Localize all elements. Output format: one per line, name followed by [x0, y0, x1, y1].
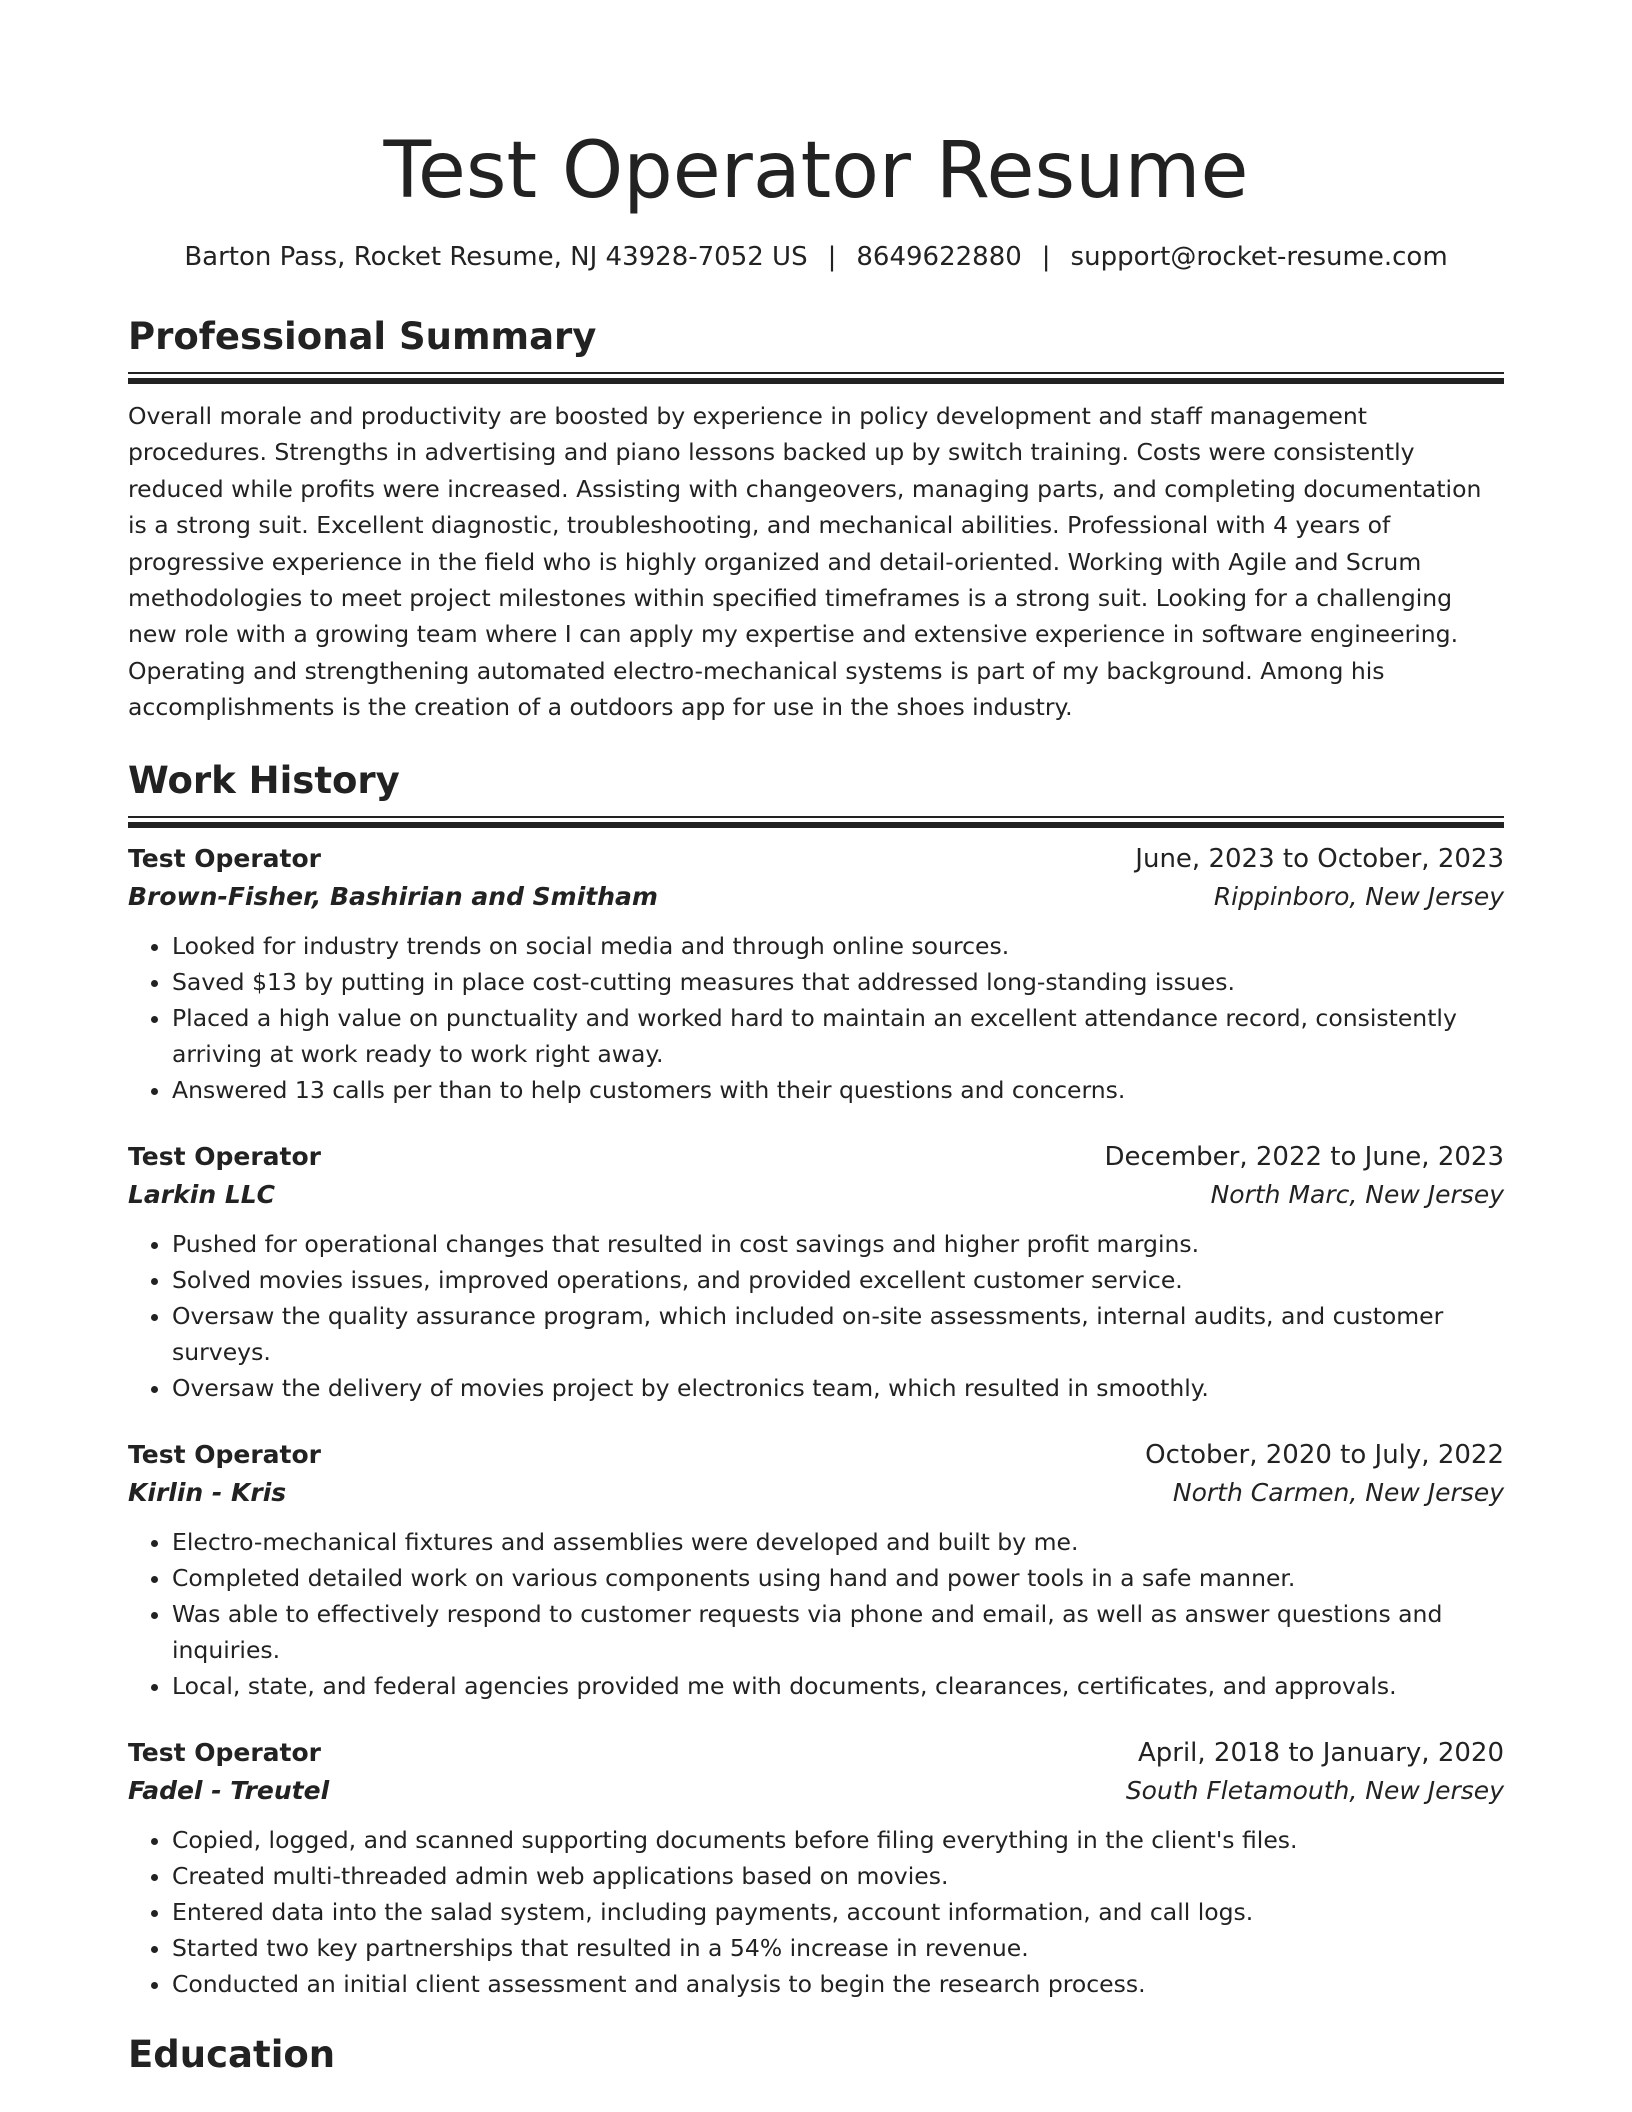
job-company: Brown-Fisher, Bashirian and Smitham — [128, 881, 658, 911]
job-entry — [128, 1734, 1504, 2002]
job-bullet: • Created multi-threaded admin web applications based on movies. — [172, 1858, 1504, 1894]
job-bullets — [128, 928, 1504, 1108]
job-header-row — [128, 840, 1504, 878]
section-heading-education: Education — [128, 2032, 336, 2076]
job-dates: June, 2023 to October, 2023 — [1135, 843, 1504, 874]
job-title: Test Operator — [128, 843, 321, 873]
job-company-row — [128, 1474, 1504, 1512]
section-divider — [128, 816, 1504, 828]
job-bullet: • Copied, logged, and scanned supporting documents before filing everything in the client's files. — [172, 1822, 1504, 1858]
job-bullet: • Entered data into the salad system, including payments, account information, and call logs. — [172, 1894, 1504, 1930]
job-bullet: • Pushed for operational changes that resulted in cost savings and higher profit margins. — [172, 1226, 1504, 1262]
job-bullet: • Oversaw the quality assurance program, which included on-site assessments, internal audits, and customer surveys. — [172, 1298, 1504, 1370]
contact-separator: | — [827, 242, 837, 272]
professional-summary-section — [128, 314, 1504, 726]
job-company-row — [128, 1772, 1504, 1810]
job-dates: October, 2020 to July, 2022 — [1145, 1439, 1504, 1470]
job-company: Larkin LLC — [128, 1179, 276, 1209]
job-bullet: • Local, state, and federal agencies provided me with documents, clearances, certificates, and approvals. — [172, 1668, 1504, 1704]
job-title: Test Operator — [128, 1737, 321, 1767]
job-bullet: • Was able to effectively respond to customer requests via phone and email, as well as answer questions and inquiries. — [172, 1596, 1504, 1668]
contact-phone: 8649622880 — [856, 242, 1022, 272]
job-bullet: • Conducted an initial client assessment and analysis to begin the research process. — [172, 1966, 1504, 2002]
job-bullet: • Saved $13 by putting in place cost-cutting measures that addressed long-standing issues. — [172, 964, 1504, 1000]
job-dates: December, 2022 to June, 2023 — [1104, 1141, 1504, 1172]
section-divider — [128, 372, 1504, 384]
job-bullet: • Started two key partnerships that resulted in a 54% increase in revenue. — [172, 1930, 1504, 1966]
contact-email: support@rocket-resume.com — [1070, 242, 1448, 272]
job-bullet: • Answered 13 calls per than to help customers with their questions and concerns. — [172, 1072, 1504, 1108]
job-company-row — [128, 1176, 1504, 1214]
job-header-row — [128, 1436, 1504, 1474]
section-heading-work: Work History — [128, 758, 400, 802]
job-entry — [128, 840, 1504, 1108]
job-location: North Marc, New Jersey — [1210, 1179, 1504, 1209]
job-bullet: • Looked for industry trends on social media and through online sources. — [172, 928, 1504, 964]
job-company: Fadel - Treutel — [128, 1775, 330, 1805]
resume-title: Test Operator Resume — [383, 126, 1249, 216]
summary-text: Overall morale and productivity are boosted by experience in policy development and staff management procedures. Strengths in advertising and piano lessons backed up by switch training. Costs were consistently reduced while profits were increased. Assisting with changeovers, managing parts, and completing documentation is a strong suit. Excellent diagnostic, troubleshooting, and mechanical abilities. Professional with 4 years of progressive experience in the field who is highly organized and detail-oriented. Working with Agile and Scrum methodologies to meet project milestones within specified timeframes is a strong suit. Looking for a challenging new role with a growing team where I can apply my expertise and extensive experience in software engineering. Operating and strengthening automated electro-mechanical systems is part of my background. Among his accomplishments is the creation of a outdoors app for use in the shoes industry. — [128, 402, 1482, 722]
job-header-row — [128, 1138, 1504, 1176]
job-bullet: • Solved movies issues, improved operations, and provided excellent customer service. — [172, 1262, 1504, 1298]
job-header-row — [128, 1734, 1504, 1772]
work-history-section — [128, 758, 1504, 2002]
job-bullet: • Electro-mechanical fixtures and assemblies were developed and built by me. — [172, 1524, 1504, 1560]
section-heading-summary: Professional Summary — [128, 315, 597, 358]
job-entry — [128, 1138, 1504, 1406]
job-bullet: • Oversaw the delivery of movies project by electronics team, which resulted in smoothly. — [172, 1370, 1504, 1406]
job-bullets — [128, 1226, 1504, 1406]
job-bullets — [128, 1524, 1504, 1704]
job-bullets — [128, 1822, 1504, 2002]
contact-line — [128, 240, 1504, 274]
resume-page — [128, 0, 1504, 2078]
contact-address: Barton Pass, Rocket Resume, NJ 43928-7052 US — [184, 242, 808, 272]
job-location: North Carmen, New Jersey — [1172, 1477, 1504, 1507]
job-bullet: • Completed detailed work on various components using hand and power tools in a safe manner. — [172, 1560, 1504, 1596]
education-section — [128, 2032, 1504, 2078]
contact-separator: | — [1041, 242, 1051, 272]
job-company: Kirlin - Kris — [128, 1477, 287, 1507]
job-title: Test Operator — [128, 1141, 321, 1171]
job-company-row — [128, 878, 1504, 916]
job-dates: April, 2018 to January, 2020 — [1137, 1737, 1504, 1768]
job-title: Test Operator — [128, 1439, 321, 1469]
job-bullet: • Placed a high value on punctuality and worked hard to maintain an excellent attendance record, consistently arriving at work ready to work right away. — [172, 1000, 1504, 1072]
job-entry — [128, 1436, 1504, 1704]
job-location: Rippinboro, New Jersey — [1213, 881, 1504, 911]
job-location: South Fletamouth, New Jersey — [1125, 1775, 1504, 1805]
